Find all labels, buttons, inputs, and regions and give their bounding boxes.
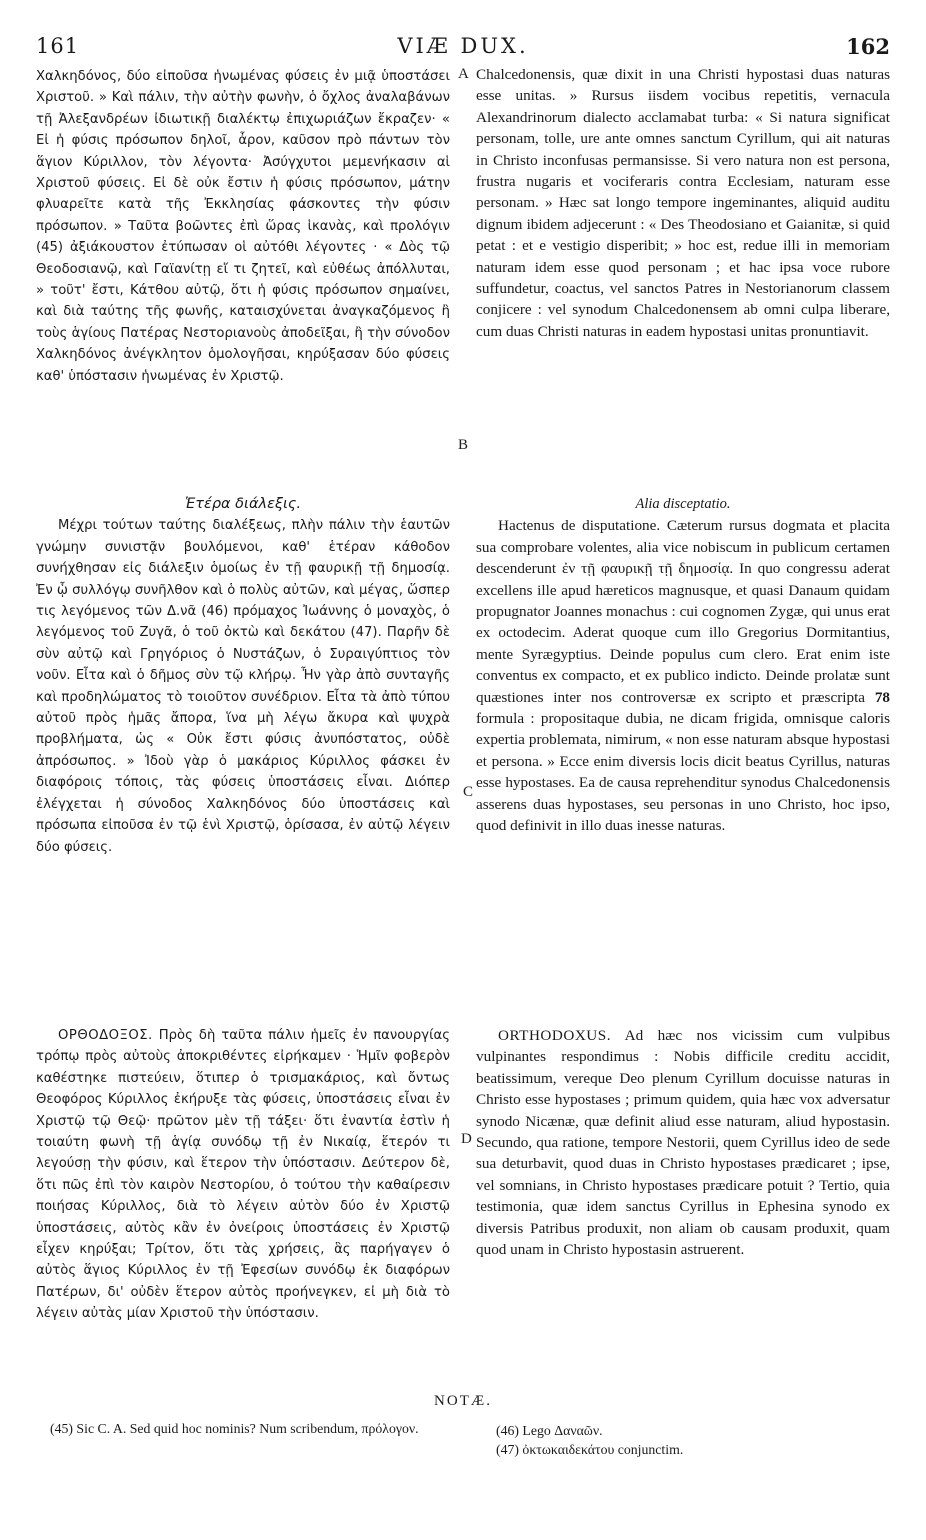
greek-paragraph-2: Μέχρι τούτων ταύτης διαλέξεως, πλὴν πάλιν τὴν ἑαυτῶν γνώμην συνιστᾷν βουλόμενοι, καθ' ἑτέραν κάθοδον συνήχθησαν εἰς διάλεξιν ὁμοίως ἐν τῇ φαυρικῇ τῇ δημοσίᾳ. Ἐν ᾧ συλλόγῳ συνῆλθον καὶ ὁ πολὺς αὐτῶν, καὶ μέγας, ὥσπερ τις λεγόμενος τῶν Δ.νᾶ (46) πρόμαχος Ἰωάννης ὁ μοναχὸς, ὁ λεγόμενος τοῦ Ζυγᾶ, ὁ τοῦ ὀκτὼ καὶ δεκάτου (47). Παρῆν δὲ σὺν αὐτῷ καὶ Γρηγόριος ὁ Νυστάζων, ὁ Συραιγύπτιος τὸν νοῦν. Εἶτα καὶ ὁ δῆμος σὺν τῷ κλήρῳ. Ἦν γὰρ ἀπὸ συνταγῆς καὶ προδηλώματος τὸ τοιοῦτον συνέδριον. Εἶτα τὰ ἀπὸ τύπου αὐτοῦ πρὸς ἡμᾶς ἄπορα, ἵνα μὴ λέγω ἄκυρα καὶ ψυχρὰ προβλήματα, ὡς « Οὐκ ἔστι φύσις ἀνυπόστατος, οὐδὲ ἀπρόσωπος. » Ἰδοὺ γὰρ ὁ μακάριος Κύριλλος φάσκει ἐν διαφόροις τόποις, τὰς φύσεις ὑποστάσεις εἶναι. Διόπερ ἐλέγχεται ἡ σύνοδος Χαλκηδόνος δύο ὑποστάσεις καὶ πρόσωπα εἰποῦσα ἐν τῷ ἑνὶ Χριστῷ, ὁρίσασα, ἐν αὐτῷ λέγειν δύο φύσεις. bbox=[36, 518, 450, 855]
latin-paragraph-1: Chalcedonensis, quæ dixit in una Christi hypostasi duas naturas esse unitas. » Rursus iisdem vocibus repetitis, vernacula Alexandrinorum dialecto acclamabat turba: « Si natura significat personam, tolle, ure ante omnes sanctum Cyrillum, qui ait naturas in Christo inconfusas permansisse. Si vero natura non est persona, frustra nugaris et vociferaris contra Ecclesiam, naturam esse personam. » Hæc sat longo tempore ingeminantes, aliquid auditu dignum ibidem adjecerunt : « Des Theodosiano et Gaianitæ, si quid petat : et e vestigio disperibit; » hoc est, redue illi in memoriam naturam idem esse quod personam ; et hac ipsa voce rubore suffundetur, coactus, vel sanctos Patres in Nestorianorum classem conjicere : vel synodum Chalcedonensem ab omni culpa liberare, cum duas Christi naturas in eadem hypostasi unitas pronuntiavit. bbox=[476, 66, 890, 340]
latin-paragraph-2: Hactenus de disputatione. Cæterum rursus dogmata et placita sua comprobare volentes, alia vice nobiscum in publicum certamen descenderunt ἐν τῇ φαυρικῇ τῇ δημοσίᾳ. In quo congressu aderat excellens ille apud hæreticos magnusque, et quasi Danaum quidam propugnator Joannes monachus : cui cognomen Zygæ, qui unus erat ex octodecim. Aderat quoque cum illo Gregorius Dormitantius, mente Syrægyptius. Deinde populus cum clero. Erat enim iste conventus ex compacto, et ex publico indicto. Deinde prolatæ sunt quæstiones inter nos controversæ ex scripto et præscripta bbox=[476, 517, 890, 706]
column-number-marker: 78 bbox=[874, 688, 890, 706]
margin-letter-a: A bbox=[458, 66, 469, 82]
greek-speaker-label: ΟΡΘΟΔΟΞΟΣ. bbox=[58, 1028, 153, 1043]
page-header bbox=[0, 34, 926, 64]
latin-column-section-3 bbox=[476, 1025, 890, 1260]
greek-paragraph-1: Χαλκηδόνος, δύο εἰποῦσα ἡνωμένας φύσεις ἐν μιᾷ ὑποστάσει Χριστοῦ. » Καὶ πάλιν, τὴν αὐτὴν φωνὴν, ὁ ὄχλος ἀναλαβάνων τῇ Ἀλεξανδρέων ἰδιωτικῇ διαλέκτῳ ἐπιχωριάζων ἔκραζεν· « Εἰ ἡ φύσις πρόσωπον δηλοῖ, ἆρον, καῦσον πρὸ πάντων τὸν ἅγιον Κύριλλον, τὸν λέγοντα· Ἀσύγχυτοι μεμενήκασιν αἱ Χριστοῦ φύσεις. Εἰ δὲ οὐκ ἔστιν ἡ φύσις πρόσωπον, μάτην φλυαρεῖτε κατὰ τῆς Ἐκκλησίας φάσκοντες τὴν φύσιν πρόσωπον. » Ταῦτα βοῶντες ἐπὶ ὥρας ἱκανὰς, καὶ προλόγιν (45) ἀξιάκουστον ἐτύπωσαν οἱ αὐτόθι λέγοντες · « Δὸς τῷ Θεοδοσιανῷ, καὶ Γαϊανίτῃ εἴ τι ζητεῖ, καὶ εὐθέως ἀπόλλυται, » τοῦτ' ἔστι, Κάτθου αὐτῷ, ὅτι ἡ φύσις πρόσωπον σημαίνει, καὶ διὰ ταύτης τῆς φωνῆς, καταισχύνεται ἀναγκαζόμενος ἢ τοὺς ἁγίους Πατέρας Νεστοριανοὺς ἀποδεῖξαι, ἢ τὴν σύνοδον Χαλκηδόνος ἀνέγκλητον ὁμολογῆσαι, κηρύξασαν δύο φύσεις καθ' ὑπόστασιν ἡνωμένας ἐν Χριστῷ. bbox=[36, 69, 450, 384]
latin-paragraph-3: Ad hæc nos vicissim cum vulpibus vulpinantes respondimus : Nobis difficile creditu accidit, beatissimum, vereque Deo plenum Cyrillum docuisse naturas in Christo esse hypostases ; primum quidem, quia hæc vox adversatur synodo Nicænæ, quæ definit aliud esse naturam, aliud hypostasin. Secundo, qua ratione, tempore Nestorii, quem Cyrillus ideo de sede sua deturbavit, quod duas in Christo hypostases prædicaret ; ipse, vel somnians, in Christo hypostases prædicare potuit ? Tertio, quia testimonia, quæ idem sanctus Cyrillus in Ephesina synodo ex diversis Patribus produxit, non aliam ob causam produxit, quam quod unam in Christo hypostasin astruerent. bbox=[476, 1027, 890, 1259]
margin-letter-c: C bbox=[463, 784, 474, 800]
greek-column-section-3 bbox=[36, 1025, 450, 1325]
page-number-right: 162 bbox=[846, 34, 890, 59]
latin-speaker-label: ORTHODOXUS. bbox=[498, 1027, 612, 1044]
greek-paragraph-3: Πρὸς δὴ ταῦτα πάλιν ἡμεῖς ἐν πανουργίας τρόπῳ πρὸς αὐτοὺς ἀποκριθέντες εἰρήκαμεν · Ἡμῖν φοβερὸν καθέστηκε πιστεύειν, ὅτιπερ ὁ τρισμακάριος, καὶ ὄντως Θεοφόρος Κύριλλος ἐκήρυξε τὰς φύσεις, ὑποστάσεις εἶναι ἐν Χριστῷ τῷ Θεῷ· πρῶτον μὲν τῇ τάξει· ὅτι ἐναντία ἐστὶν ἡ τοιαύτη φωνὴ τῇ ἁγίᾳ συνόδῳ τῇ ἐν Νικαίᾳ, ἕτερόν τι λεγούσῃ τὴν φύσιν, καὶ ἕτερον τὴν ὑπόστασιν. Δεύτερον δὲ, ὅτι πῶς ἐπὶ τὸν καιρὸν Νεστορίου, ὁ τούτου τὴν καθαίρεσιν ποιήσας Κύριλλος, διὰ τὸ λέγειν αὐτὸν δύο ἐν Χριστῷ ὑποστάσεις, αὐτὸς κἂν ἐν ὀνείροις ὑποστάσεις ἐν Χριστῷ εἶχεν κηρύξαι; Τρίτον, ὅτι τὰς χρήσεις, ἃς παρήγαγεν ὁ αὐτὸς ἅγιος Κύριλλος ἐν τῇ Ἐφεσίων συνόδῳ ἐκ διαφόρων Πατέρων, δι' οὐδὲν ἕτερον αὐτὸς προήνεγκεν, εἰ μὴ διὰ τὸ λέγειν αὐτὰς μίαν Χριστοῦ τὴν ὑπόστασιν. bbox=[36, 1028, 450, 1322]
note-46: (46) Lego Δαναῶν. bbox=[496, 1423, 603, 1438]
latin-column-section-2 bbox=[476, 494, 890, 837]
latin-column bbox=[476, 64, 890, 342]
latin-section-heading: Alia disceptatio. bbox=[635, 496, 731, 512]
note-45: (45) Sic C. A. Sed quid hoc nominis? Num scribendum, πρόλογον. bbox=[50, 1421, 419, 1436]
greek-column bbox=[36, 66, 450, 387]
page-number-left: 161 bbox=[36, 34, 80, 58]
note-47: (47) ὀκτωκαιδεκάτου conjunctim. bbox=[496, 1442, 684, 1457]
notes-title: NOTÆ. bbox=[434, 1393, 492, 1409]
greek-section-heading: Ἑτέρα διάλεξις. bbox=[184, 496, 302, 512]
greek-column-section-2 bbox=[36, 494, 450, 858]
margin-letter-b: B bbox=[458, 437, 469, 453]
margin-letter-d: D bbox=[461, 1131, 472, 1147]
running-title: VIÆ DUX. bbox=[397, 34, 529, 58]
latin-paragraph-2-continued: formula : propositaque dubia, ne dicam frigida, omnisque caloris expertia problemata, nimirum, « non esse naturam absque hypostasi et persona. » Ecce enim diversis locis dicit beatus Cyrillus, naturas esse hypostases. Ea de causa reprehenditur synodus Chalcedonensis asserens duas hypostases, seu personas in uno Christo, hoc ipso, quod definivit in illo duas inesse naturas. bbox=[476, 710, 890, 835]
